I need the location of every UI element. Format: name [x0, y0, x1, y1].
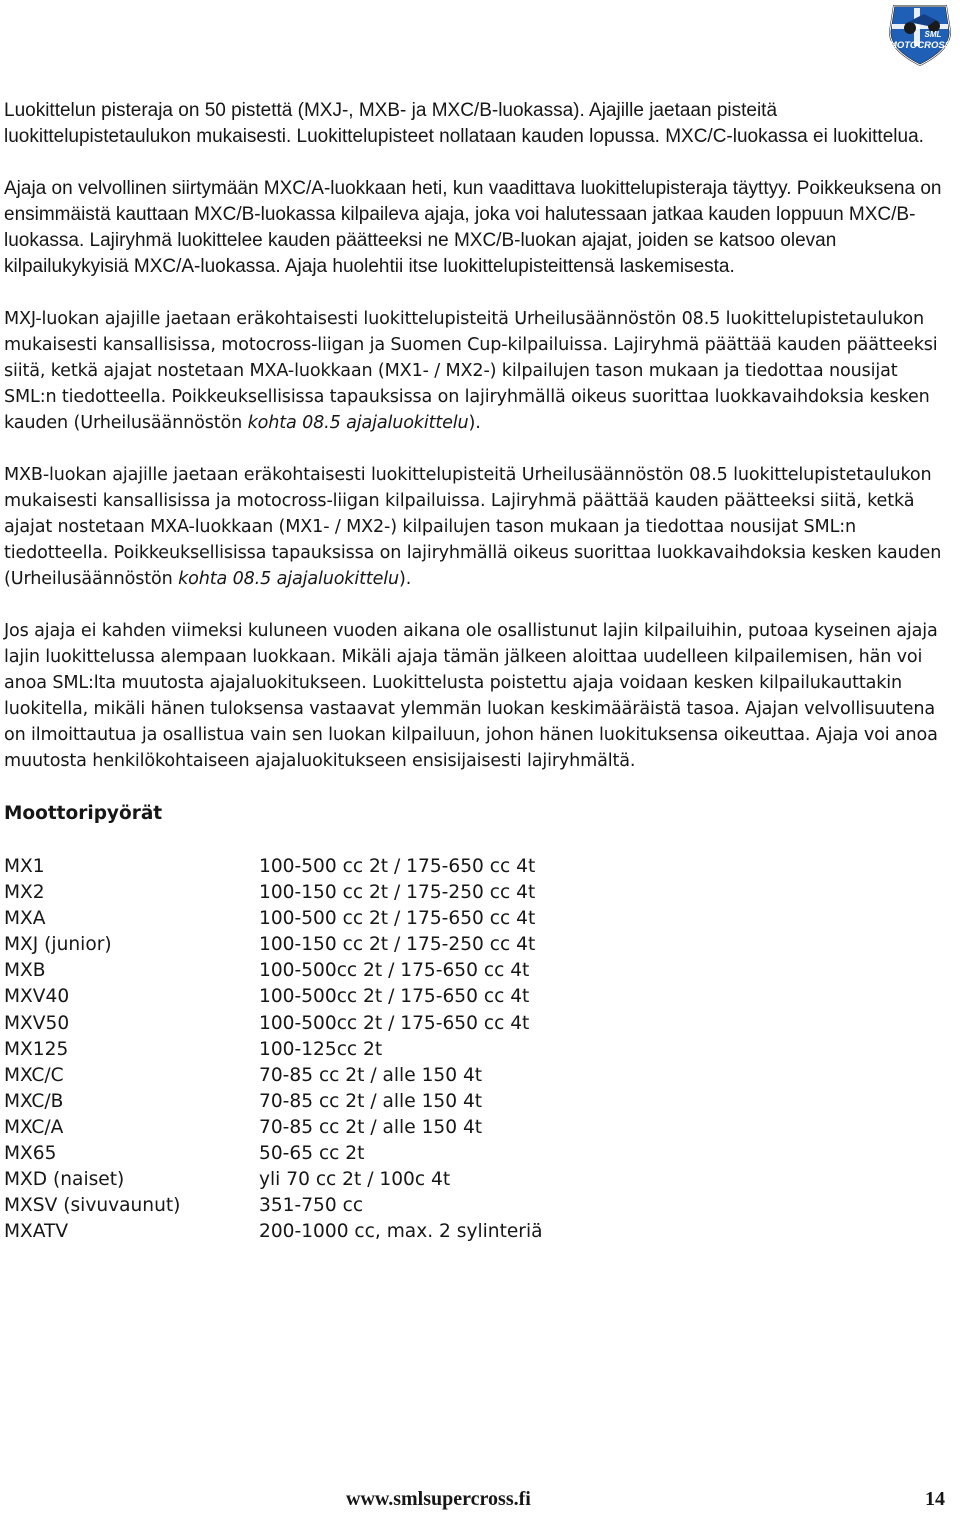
paragraph-text: Luokittelun pisteraja on 50 pistettä (MXJ-, MXB- ja MXC/B-luokassa). Ajajille jaetaan pisteitä luokittelupistetaulukon mukaisesti. Luokittelupisteet nollataan kauden lopussa. MXC/C-luokassa ei luokittelua.: [4, 100, 924, 147]
class-name: MX65: [4, 1143, 57, 1165]
class-spec: 100-500 cc 2t / 175-650 cc 4t: [259, 908, 536, 930]
class-row: [4, 1089, 944, 1115]
sml-motocross-logo: [884, 2, 956, 68]
italic-reference: kohta 08.5 ajajaluokittelu: [178, 569, 399, 589]
class-spec: 100-150 cc 2t / 175-250 cc 4t: [259, 882, 536, 904]
class-spec: 100-500cc 2t / 175-650 cc 4t: [259, 1012, 530, 1034]
class-row: [4, 1115, 944, 1141]
class-name: MX1: [4, 856, 45, 877]
class-name: MXJ (junior): [4, 934, 112, 956]
class-name: MXSV (sivuvaunut): [4, 1195, 181, 1217]
paragraph-text: MXJ-luokan ajajille jaetaan eräkohtaisesti luokittelupisteitä Urheilusäännöstön 08.5 luokittelupistetaulukon mukaisesti kansallisissa, motocross-liigan ja Suomen Cup-kilpailuissa. Lajiryhmä päättää kauden päätteeksi siitä, ketkä ajajat nostetaan MXA-luokkaan (MX1- / MX2-) kilpailujen tason mukaan ja tiedottaa nousijat SML:n tiedotteella. Poikkeuksellisissa tapauksissa on lajiryhmällä oikeus suorittaa luokkavaihdoksia kesken kauden (Urheilusäännöstön: [4, 309, 938, 433]
class-spec: 100-500cc 2t / 175-650 cc 4t: [259, 986, 530, 1008]
page-content: [4, 98, 944, 1245]
paragraph-text: ).: [399, 569, 412, 589]
class-row: [4, 1167, 944, 1193]
class-row: [4, 1219, 944, 1245]
class-row: [4, 1141, 944, 1167]
svg-text:MOTOCROSS: MOTOCROSS: [888, 40, 952, 51]
class-row: [4, 1063, 944, 1089]
class-name: MXA: [4, 908, 46, 930]
class-spec: 100-500 cc 2t / 175-650 cc 4t: [259, 856, 536, 877]
page-number: 14: [925, 1488, 945, 1510]
class-table: [4, 854, 944, 1245]
class-spec: 70-85 cc 2t / alle 150 4t: [259, 1090, 483, 1112]
class-name: MXC/A: [4, 1116, 64, 1138]
class-name: MXC/C: [4, 1064, 64, 1086]
section-title-motorcycles: Moottoripyörät: [4, 803, 163, 824]
class-row: [4, 906, 944, 932]
class-name: MX2: [4, 882, 45, 904]
italic-reference: kohta 08.5 ajajaluokittelu: [247, 413, 469, 433]
class-name: MXATV: [4, 1221, 69, 1243]
class-spec: 100-150 cc 2t / 175-250 cc 4t: [259, 934, 536, 956]
class-name: MXC/B: [4, 1090, 64, 1112]
paragraph-text: ).: [468, 413, 481, 433]
paragraph-classification-points: [4, 98, 944, 150]
class-spec: yli 70 cc 2t / 100c 4t: [259, 1169, 451, 1191]
class-row: [4, 984, 944, 1010]
class-row: [4, 958, 944, 984]
class-name: MXB: [4, 960, 46, 982]
class-spec: 50-65 cc 2t: [259, 1143, 365, 1165]
class-row: [4, 1011, 944, 1037]
class-row: [4, 880, 944, 906]
class-spec: 70-85 cc 2t / alle 150 4t: [259, 1064, 483, 1086]
paragraph-inactivity: [4, 618, 944, 774]
class-spec: 100-500cc 2t / 175-650 cc 4t: [259, 960, 530, 982]
paragraph-class-transfer: [4, 176, 944, 280]
class-row: [4, 1037, 944, 1063]
class-row: [4, 1193, 944, 1219]
class-spec: 351-750 cc: [259, 1195, 364, 1217]
class-name: MXV50: [4, 1012, 70, 1034]
class-row: [4, 854, 944, 880]
paragraph-mxj-class: [4, 306, 944, 436]
footer-website: www.smlsupercross.fi: [346, 1488, 531, 1510]
paragraph-text: MXB-luokan ajajille jaetaan eräkohtaisesti luokittelupisteitä Urheilusäännöstön 08.5 luokittelupistetaulukon mukaisesti kansallisissa ja motocross-liigan kilpailuissa. Lajiryhmä päättää kauden päätteeksi siitä, ketkä ajajat nostetaan MXA-luokkaan (MX1- / MX2-) kilpailujen tason mukaan ja tiedottaa nousijat SML:n tiedotteella. Poikkeuksellisissa tapauksissa on lajiryhmällä oikeus suorittaa luokkavaihdoksia kesken kauden (Urheilusäännöstön: [4, 465, 942, 589]
class-spec: 200-1000 cc, max. 2 sylinteriä: [259, 1221, 543, 1243]
class-row: [4, 932, 944, 958]
paragraph-text: Jos ajaja ei kahden viimeksi kuluneen vuoden aikana ole osallistunut lajin kilpailuihin, putoaa kyseinen ajaja lajin luokittelussa alempaan luokkaan. Mikäli ajaja tämän jälkeen aloittaa uudelleen kilpailemisen, hän voi anoa SML:lta muutosta ajajaluokitukseen. Luokittelusta poistettu ajaja voidaan kesken kilpailukauttakin luokitella, mikäli hänen tuloksensa vastaavat ylemmän luokan keskimääräistä tasoa. Ajajan velvollisuutena on ilmoittautua ja osallistua vain sen luokan kilpailuun, johon hänen luokituksensa oikeuttaa. Ajaja voi anoa muutosta henkilökohtaiseen ajajaluokitukseen ensisijaisesti lajiryhmältä.: [4, 621, 938, 771]
svg-text:SML: SML: [924, 30, 942, 39]
class-name: MX125: [4, 1038, 69, 1060]
paragraph-text: Ajaja on velvollinen siirtymään MXC/A-luokkaan heti, kun vaadittava luokittelupisteraja täyttyy. Poikkeuksena on ensimmäistä kauttaan MXC/B-luokassa kilpaileva ajaja, joka voi halutessaan jatkaa kauden loppuun MXC/B-luokassa. Lajiryhmä luokittelee kauden päätteeksi ne MXC/B-luokan ajajat, joiden se katsoo olevan kilpailukykyisiä MXC/A-luokassa. Ajaja huolehtii itse luokittelupisteittensä laskemisesta.: [4, 178, 942, 277]
class-name: MXD (naiset): [4, 1169, 125, 1191]
class-spec: 70-85 cc 2t / alle 150 4t: [259, 1116, 483, 1138]
class-spec: 100-125cc 2t: [259, 1038, 383, 1060]
class-name: MXV40: [4, 986, 70, 1008]
paragraph-mxb-class: [4, 462, 944, 592]
